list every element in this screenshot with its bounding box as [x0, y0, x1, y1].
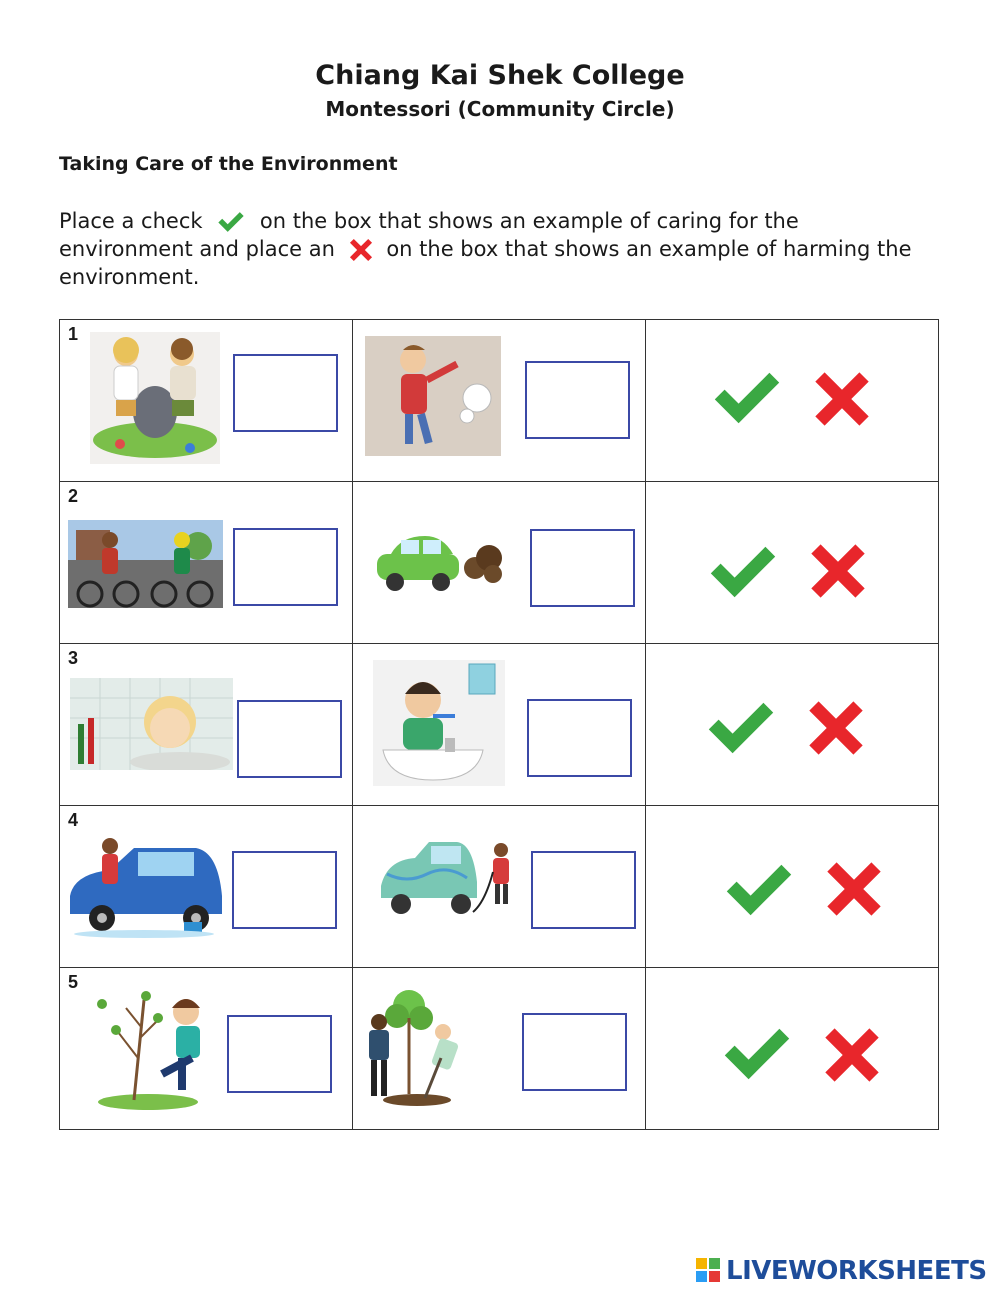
answer-box[interactable] [525, 361, 630, 439]
row3-cell-marks [646, 644, 939, 806]
answer-box[interactable] [531, 851, 636, 929]
answer-box[interactable] [530, 529, 635, 607]
car-exhaust-illustration [375, 536, 505, 592]
people-planting-tree-illustration [361, 988, 473, 1112]
cross-icon[interactable] [808, 542, 868, 600]
instructions-part1: Place a check [59, 209, 203, 233]
row-number: 5 [68, 972, 79, 992]
answer-box[interactable] [233, 354, 338, 432]
page-subtitle: Montessori (Community Circle) [325, 97, 675, 121]
check-icon[interactable] [710, 370, 784, 426]
row-number: 2 [68, 486, 79, 506]
children-collecting-litter-illustration [90, 332, 220, 464]
children-cycling-illustration [68, 520, 223, 608]
worksheet-table [59, 319, 939, 1130]
row4-cell-marks [646, 806, 939, 968]
section-heading: Taking Care of the Environment [59, 153, 398, 175]
table-row [60, 806, 939, 968]
cross-icon[interactable] [824, 860, 884, 918]
row2-cell-left [60, 482, 353, 644]
page-title: Chiang Kai Shek College [315, 60, 685, 91]
answer-box[interactable] [227, 1015, 332, 1093]
check-icon[interactable] [706, 544, 780, 600]
boy-brushing-teeth-illustration [373, 660, 505, 786]
table-row [60, 482, 939, 644]
row5-cell-left [60, 968, 353, 1130]
row5-cell-marks [646, 968, 939, 1130]
row1-cell-marks [646, 320, 939, 482]
instructions-part3: on the box that shows an example of harming the environment. [59, 237, 912, 289]
row4-cell-left [60, 806, 353, 968]
row1-cell-middle [353, 320, 646, 482]
row-number: 3 [68, 648, 79, 668]
row1-cell-left [60, 320, 353, 482]
instructions-part2: on the box that shows an example of caring for the environment and place an [59, 209, 799, 261]
row-number: 1 [68, 324, 79, 344]
table-row [60, 644, 939, 806]
child-washing-face-illustration [70, 678, 233, 770]
liveworksheets-logo [696, 1256, 987, 1286]
boy-washing-car-with-bucket-illustration [64, 838, 226, 938]
answer-box[interactable] [237, 700, 342, 778]
table-row [60, 320, 939, 482]
row4-cell-middle [353, 806, 646, 968]
row3-cell-middle [353, 644, 646, 806]
liveworksheets-brand: LIVEWORKSHEETS [726, 1256, 987, 1286]
row3-cell-left [60, 644, 353, 806]
check-icon[interactable] [704, 700, 778, 756]
answer-box[interactable] [527, 699, 632, 777]
cross-icon[interactable] [822, 1026, 882, 1084]
boy-kicking-tree-illustration [94, 988, 222, 1112]
row2-cell-marks [646, 482, 939, 644]
cross-icon [348, 238, 374, 262]
answer-box[interactable] [233, 528, 338, 606]
answer-box[interactable] [232, 851, 337, 929]
liveworksheets-logo-icon [696, 1258, 722, 1284]
row2-cell-middle [353, 482, 646, 644]
check-icon[interactable] [720, 1026, 794, 1082]
answer-box[interactable] [522, 1013, 627, 1091]
table-row [60, 968, 939, 1130]
instructions [59, 207, 939, 291]
man-littering-illustration [365, 336, 501, 456]
check-icon [215, 211, 247, 233]
cross-icon[interactable] [812, 370, 872, 428]
man-hosing-car-illustration [377, 838, 517, 922]
cross-icon[interactable] [806, 699, 866, 757]
row5-cell-middle [353, 968, 646, 1130]
check-icon[interactable] [722, 862, 796, 918]
row-number: 4 [68, 810, 79, 830]
